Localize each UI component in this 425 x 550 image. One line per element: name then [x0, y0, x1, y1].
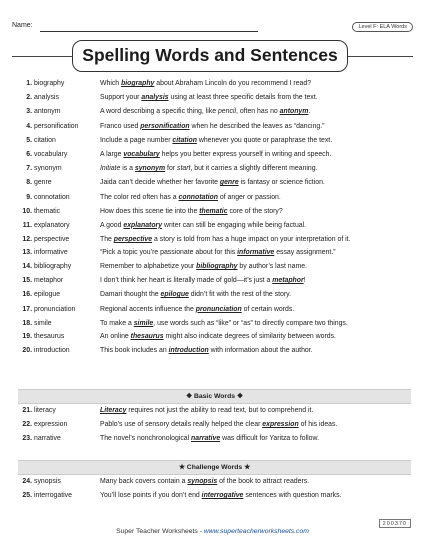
- highlighted-word: thematic: [199, 207, 228, 215]
- sentence-text: A large: [100, 150, 124, 158]
- sentence-text: Include a page number: [100, 136, 173, 144]
- sentence-text: This book includes an: [100, 346, 169, 354]
- highlighted-word: metaphor: [272, 277, 304, 285]
- word-row: [18, 421, 411, 430]
- word-row: [18, 236, 411, 245]
- sentence-text: is fantasy or science fiction.: [238, 179, 325, 187]
- sentence-text: of his ideas.: [298, 421, 338, 429]
- example-sentence: [100, 478, 411, 487]
- sentence-text: using at least three specific details from the text.: [168, 94, 318, 102]
- sentence-text: .: [308, 108, 311, 116]
- highlighted-word: Literacy: [100, 407, 127, 414]
- sentence-text: Which: [100, 80, 122, 87]
- name-label: Name:: [12, 22, 33, 29]
- spelling-word: synopsis: [34, 478, 61, 485]
- basic-word-list: [18, 407, 411, 450]
- sentence-text: for: [165, 165, 178, 173]
- spelling-word: biography: [34, 80, 65, 87]
- italic-word: pencil: [217, 108, 236, 116]
- spelling-word: introduction: [34, 346, 70, 354]
- word-row: [18, 137, 411, 146]
- sentence-text: Support your: [100, 94, 142, 102]
- highlighted-word: perspective: [113, 236, 153, 244]
- word-number: 2.: [26, 94, 32, 102]
- word-number: 22.: [22, 421, 32, 429]
- spelling-word: synonym: [34, 165, 62, 173]
- spelling-word: citation: [34, 136, 56, 144]
- sentence-text: Many back covers contain a: [100, 478, 188, 485]
- highlighted-word: citation: [172, 136, 197, 144]
- sentence-text: “Pick a topic you’re passionate about for this: [100, 248, 238, 256]
- word-row: [18, 320, 411, 329]
- example-sentence: [100, 208, 411, 217]
- sentence-text: How does this scene tie into the: [100, 207, 200, 215]
- spelling-word: thematic: [34, 207, 61, 215]
- sentence-text: sentences with question marks.: [243, 492, 342, 500]
- word-row: [18, 165, 411, 174]
- highlighted-word: explanatory: [123, 221, 163, 229]
- sentence-text: core of the story?: [227, 207, 283, 215]
- spelling-word: epilogue: [34, 291, 61, 299]
- word-number: 5.: [26, 136, 32, 144]
- word-number: 7.: [26, 165, 32, 173]
- sentence-text: by author’s last name.: [237, 263, 307, 271]
- word-number: 3.: [26, 108, 32, 116]
- highlighted-word: interrogative: [201, 492, 244, 500]
- highlighted-word: narrative: [191, 435, 221, 443]
- word-list: [18, 80, 411, 361]
- word-row: [18, 478, 411, 487]
- sentence-text: essay assignment.”: [274, 248, 336, 256]
- example-sentence: [100, 151, 411, 160]
- spelling-word: personification: [34, 122, 79, 130]
- highlighted-word: connotation: [178, 193, 218, 201]
- highlighted-word: expression: [262, 421, 299, 429]
- sentence-text: , use words such as “like” or “as” to directly compare two things.: [153, 319, 348, 327]
- word-row: [18, 179, 411, 188]
- word-row: [18, 277, 411, 286]
- word-number: 14.: [22, 263, 32, 271]
- highlighted-word: bibliography: [196, 263, 238, 271]
- word-row: [18, 108, 411, 117]
- header: [12, 22, 413, 36]
- page-title: Spelling Words and Sentences: [72, 40, 348, 72]
- spelling-word: interrogative: [34, 492, 72, 500]
- example-sentence: [100, 123, 411, 132]
- word-number: 21.: [22, 407, 32, 414]
- word-row: [18, 435, 411, 444]
- italic-word: start: [177, 165, 191, 173]
- word-number: 1.: [26, 80, 32, 87]
- word-number: 16.: [22, 291, 32, 299]
- sentence-text: The: [100, 236, 114, 244]
- word-row: [18, 94, 411, 103]
- word-number: 6.: [26, 150, 32, 158]
- example-sentence: [100, 137, 411, 146]
- sentence-text: I don’t think her heart is literally made of gold—it’s just a: [100, 277, 273, 285]
- sentence-text: requires not just the ability to read text, but to comprehend it.: [126, 407, 314, 414]
- word-number: 24.: [22, 478, 32, 485]
- word-number: 23.: [22, 435, 32, 443]
- basic-words-header: ❖ Basic Words ❖: [18, 389, 411, 404]
- name-line: [40, 31, 258, 32]
- highlighted-word: synonym: [134, 165, 166, 173]
- word-row: [18, 80, 411, 89]
- footer-text: Super Teacher Worksheets -: [116, 528, 204, 535]
- word-row: [18, 249, 411, 258]
- highlighted-word: thesaurus: [130, 332, 164, 340]
- sentence-text: helps you better express yourself in writing and speech.: [159, 150, 332, 158]
- footer-url[interactable]: www.superteacherworksheets.com: [203, 528, 309, 535]
- highlighted-word: genre: [219, 179, 239, 187]
- example-sentence: [100, 291, 411, 300]
- highlighted-word: pronunciation: [195, 305, 242, 313]
- example-sentence: [100, 306, 411, 315]
- sentence-text: was difficult for Yaritza to follow.: [220, 435, 319, 443]
- title-area: [0, 40, 425, 74]
- sentence-text: , but it carries a slightly different meaning.: [190, 165, 318, 173]
- spelling-word: pronunciation: [34, 305, 76, 313]
- word-number: 25.: [22, 492, 32, 500]
- word-number: 9.: [26, 193, 32, 201]
- word-number: 17.: [22, 305, 32, 313]
- sentence-text: about Abraham Lincoln do you recommend I read?: [154, 80, 312, 87]
- sentence-text: Damari thought the: [100, 291, 161, 299]
- spelling-word: antonym: [34, 108, 61, 116]
- example-sentence: [100, 236, 411, 245]
- spelling-word: literacy: [34, 407, 56, 414]
- example-sentence: [100, 263, 411, 272]
- spelling-word: genre: [34, 179, 52, 187]
- word-number: 15.: [22, 277, 32, 285]
- word-number: 20.: [22, 346, 32, 354]
- worksheet-code: 200370: [379, 519, 411, 528]
- example-sentence: [100, 347, 411, 356]
- sentence-text: An online: [100, 332, 131, 340]
- sentence-text: Pablo’s use of sensory details really helped the clear: [100, 421, 263, 429]
- word-number: 19.: [22, 332, 32, 340]
- example-sentence: [100, 165, 411, 174]
- example-sentence: [100, 80, 411, 89]
- word-number: 12.: [22, 236, 32, 244]
- sentence-text: A good: [100, 221, 124, 229]
- word-number: 10.: [22, 207, 32, 215]
- sentence-text: Remember to alphabetize your: [100, 263, 197, 271]
- sentence-text: The color red often has a: [100, 193, 179, 201]
- word-row: [18, 123, 411, 132]
- highlighted-word: informative: [237, 248, 275, 256]
- word-row: [18, 291, 411, 300]
- example-sentence: [100, 421, 411, 430]
- spelling-word: analysis: [34, 94, 59, 102]
- sentence-text: You’ll lose points if you don’t end: [100, 492, 202, 500]
- sentence-text: Franco used: [100, 122, 141, 130]
- example-sentence: [100, 249, 411, 258]
- word-row: [18, 222, 411, 231]
- sentence-text: when he described the leaves as “dancing.”: [189, 122, 325, 130]
- sentence-text: didn’t fit with the rest of the story.: [188, 291, 292, 299]
- sentence-text: of anger or passion.: [217, 193, 281, 201]
- example-sentence: [100, 194, 411, 203]
- word-number: 8.: [26, 179, 32, 187]
- spelling-word: perspective: [34, 236, 70, 244]
- example-sentence: [100, 435, 411, 444]
- highlighted-word: synopsis: [187, 478, 218, 485]
- highlighted-word: vocabulary: [123, 150, 160, 158]
- highlighted-word: simile: [133, 319, 154, 327]
- spelling-word: vocabulary: [34, 150, 68, 158]
- sentence-text: of the book to attract readers.: [217, 478, 310, 485]
- sentence-text: writer can still be engaging while being factual.: [162, 221, 307, 229]
- word-row: [18, 492, 411, 501]
- spelling-word: simile: [34, 319, 52, 327]
- highlighted-word: antonym: [279, 108, 309, 116]
- word-number: 11.: [22, 221, 32, 229]
- spelling-word: explanatory: [34, 221, 70, 229]
- sentence-text: A word describing a specific thing, like: [100, 108, 218, 116]
- example-sentence: [100, 333, 411, 342]
- sentence-text: To make a: [100, 319, 134, 327]
- highlighted-word: analysis: [141, 94, 169, 102]
- sentence-text: whenever you quote or paraphrase the text.: [196, 136, 333, 144]
- spelling-word: expression: [34, 421, 68, 429]
- word-row: [18, 263, 411, 272]
- sentence-text: Jaida can’t decide whether her favorite: [100, 179, 220, 187]
- spelling-word: informative: [34, 248, 68, 256]
- example-sentence: [100, 108, 411, 117]
- sentence-text: might also indicate degrees of similarity between words.: [163, 332, 336, 340]
- sentence-text: of certain words.: [241, 305, 295, 313]
- italic-word: Initiate: [100, 165, 121, 173]
- spelling-word: metaphor: [34, 277, 64, 285]
- example-sentence: [100, 407, 411, 416]
- spelling-word: narrative: [34, 435, 61, 443]
- highlighted-word: biography: [121, 80, 155, 87]
- sentence-text: Regional accents influence the: [100, 305, 196, 313]
- sentence-text: The novel’s nonchronological: [100, 435, 192, 443]
- word-number: 13.: [22, 248, 32, 256]
- example-sentence: [100, 277, 411, 286]
- highlighted-word: introduction: [168, 346, 209, 354]
- word-row: [18, 306, 411, 315]
- word-row: [18, 347, 411, 356]
- example-sentence: [100, 222, 411, 231]
- spelling-word: connotation: [34, 193, 70, 201]
- word-number: 18.: [22, 319, 32, 327]
- word-row: [18, 151, 411, 160]
- word-row: [18, 194, 411, 203]
- word-row: [18, 407, 411, 416]
- word-row: [18, 208, 411, 217]
- sentence-text: !: [303, 277, 306, 285]
- spelling-word: thesaurus: [34, 332, 65, 340]
- sentence-text: a story is told from has a huge impact on your interpretation of it.: [152, 236, 351, 244]
- challenge-word-list: [18, 478, 411, 505]
- sentence-text: is a: [120, 165, 135, 173]
- example-sentence: [100, 94, 411, 103]
- example-sentence: [100, 179, 411, 188]
- challenge-words-header: ★ Challenge Words ★: [18, 460, 411, 475]
- highlighted-word: epilogue: [160, 291, 189, 299]
- example-sentence: [100, 320, 411, 329]
- word-number: 4.: [26, 122, 32, 130]
- sentence-text: , often has no: [235, 108, 280, 116]
- word-row: [18, 333, 411, 342]
- sentence-text: with information about the author.: [208, 346, 313, 354]
- highlighted-word: personification: [140, 122, 190, 130]
- footer: [0, 528, 425, 535]
- level-badge: Level F: ELA Words: [352, 22, 413, 32]
- spelling-word: bibliography: [34, 263, 72, 271]
- example-sentence: [100, 492, 411, 501]
